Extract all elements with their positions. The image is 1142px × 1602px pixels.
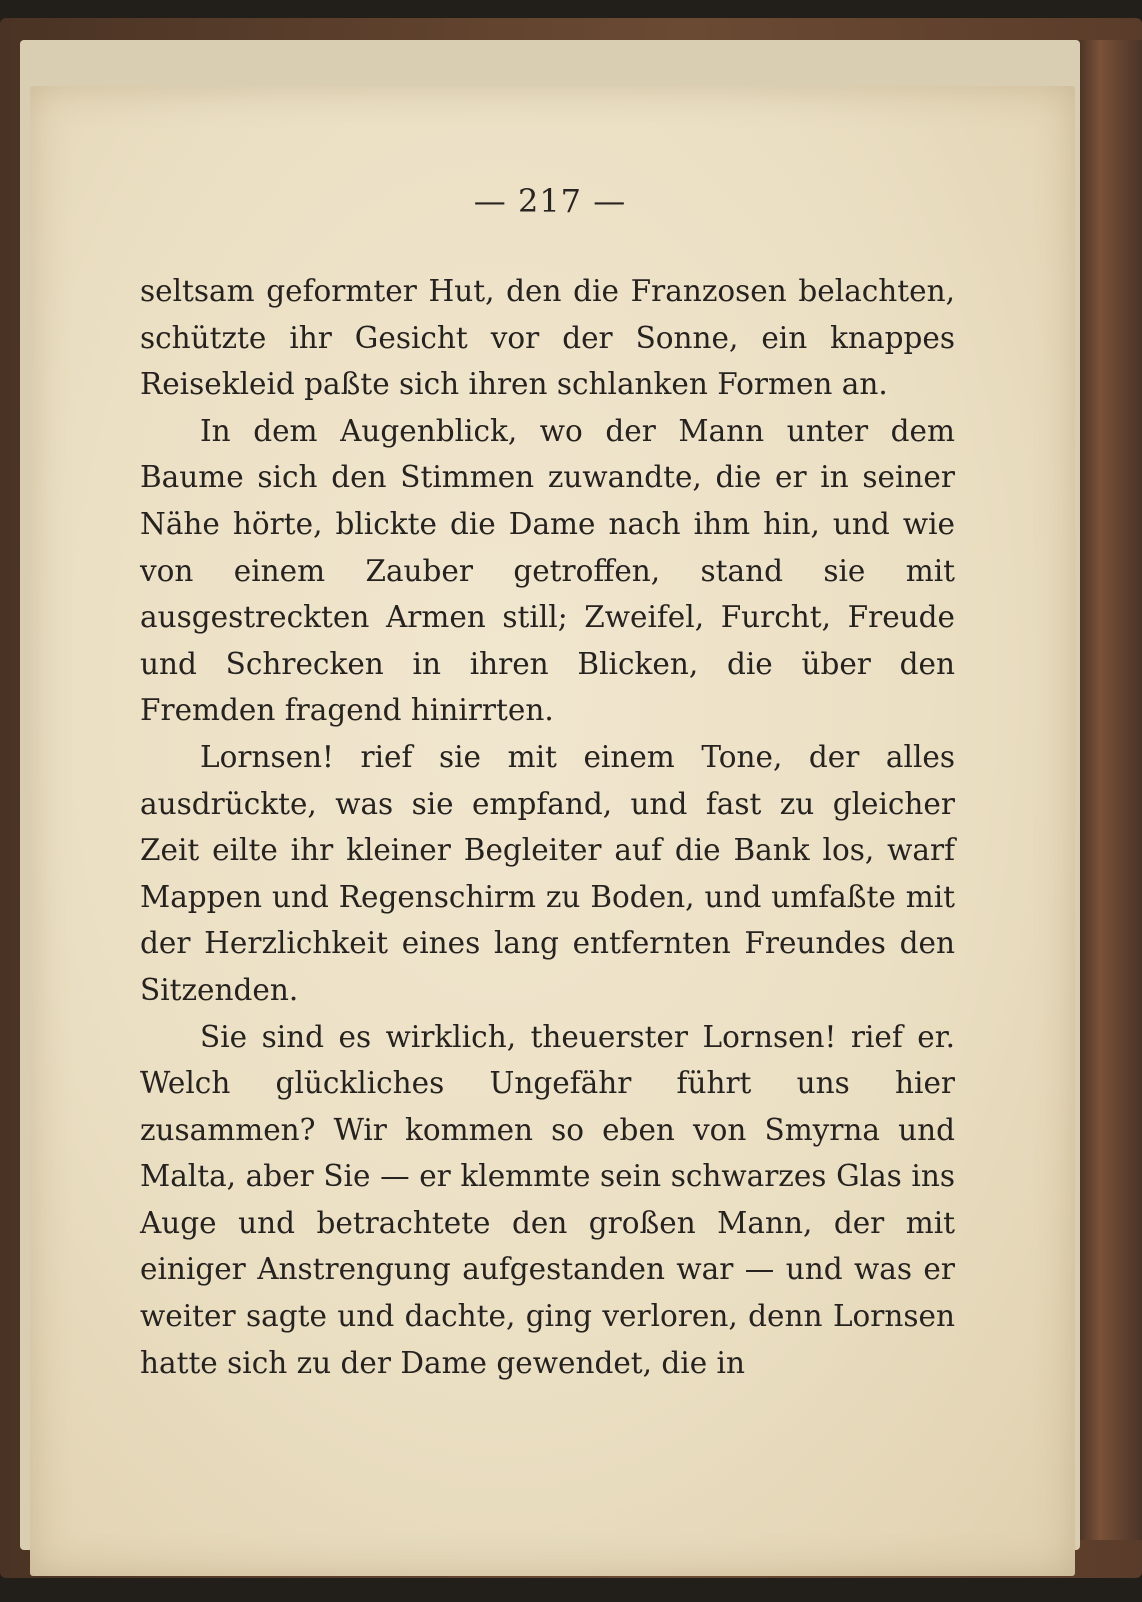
page-stack xyxy=(20,40,1080,1550)
body-text xyxy=(140,268,955,1386)
page-number: — 217 — xyxy=(473,182,627,220)
book-spine-edge xyxy=(1072,40,1142,1540)
paragraph: Sie sind es wirklich, theuerster Lornsen! rief er. Welch glückliches Ungefähr führt uns hier zusammen? Wir kommen so eben von Smyrna und Malta, aber Sie — er klemmte sein schwarzes Glas ins Auge und betrachtete den großen Mann, der mit einiger Anstrengung aufgestanden war — und was er weiter sagte und dachte, ging verloren, denn Lornsen hatte sich zu der Dame gewendet, die in xyxy=(140,1019,955,1380)
paragraph: seltsam geformter Hut, den die Franzosen belachten, schützte ihr Gesicht vor der Sonne, ein knappes Reisekleid paßte sich ihren schlanken Formen an. xyxy=(140,274,955,402)
paragraph: Lornsen! rief sie mit einem Tone, der alles ausdrückte, was sie empfand, und fast zu gleicher Zeit eilte ihr kleiner Begleiter auf die Bank los, warf Mappen und Regenschirm zu Boden, und umfaßte mit der Herzlichkeit eines lang entfernten Freundes den Sitzenden. xyxy=(140,739,955,1007)
paragraph: In dem Augenblick, wo der Mann unter dem Baume sich den Stimmen zuwandte, die er in seiner Nähe hörte, blickte die Dame nach ihm hin, und wie von einem Zauber getroffen, stand sie mit ausgestreckten Armen still; Zweifel, Furcht, Freude und Schrecken in ihren Blicken, die über den Fremden fragend hinirrten. xyxy=(140,413,955,728)
page xyxy=(30,86,1075,1576)
